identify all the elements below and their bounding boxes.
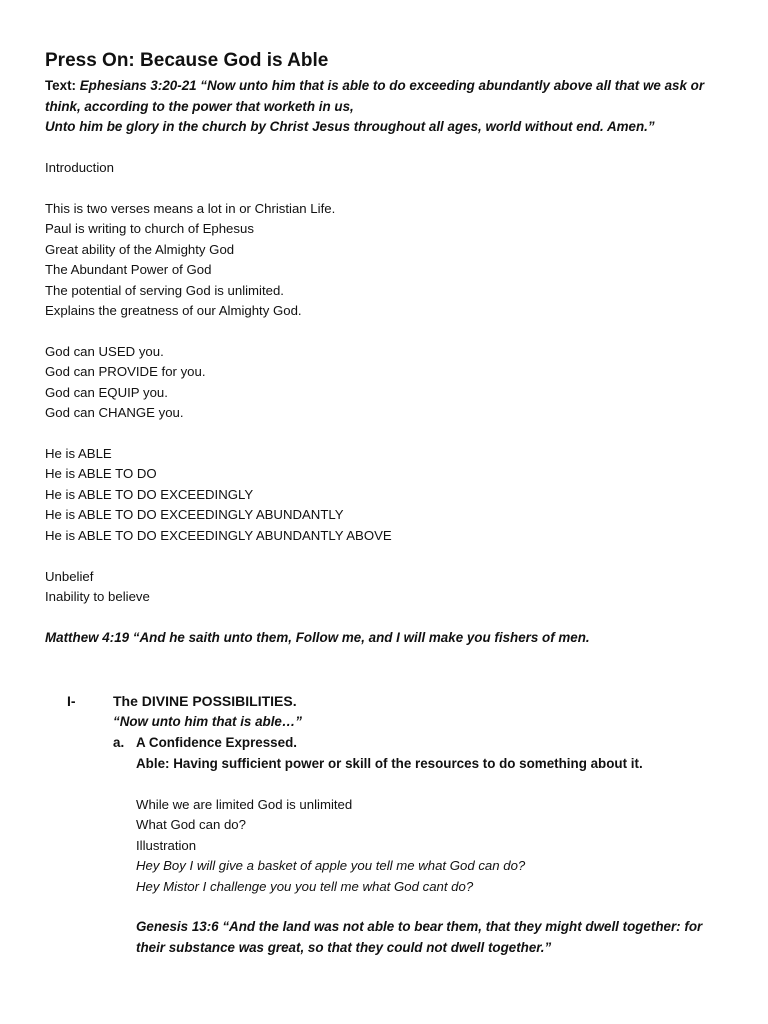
able-definition: Able: Having sufficient power or skill of the resources to do something about it. <box>136 756 643 771</box>
he-is-line: He is ABLE TO DO EXCEEDINGLY <box>45 487 254 502</box>
he-is-line: He is ABLE TO DO EXCEEDINGLY ABUNDANTLY <box>45 507 344 522</box>
god-can-line: God can EQUIP you. <box>45 385 168 400</box>
god-can-line: God can USED you. <box>45 344 164 359</box>
scripture-verse-continued: Unto him be glory in the church by Christ Jesus throughout all ages, world without end. Amen.” <box>45 119 655 134</box>
matthew-verse: Matthew 4:19 “And he saith unto them, Follow me, and I will make you fishers of men. <box>45 630 590 645</box>
document-title: Press On: Because God is Able <box>45 50 329 71</box>
scripture-text <box>45 76 725 138</box>
section-line: While we are limited God is unlimited <box>136 797 353 812</box>
he-is-line: He is ABLE TO DO <box>45 466 157 481</box>
introduction-heading: Introduction <box>45 160 114 175</box>
section-number: I- <box>67 693 76 709</box>
intro-line: Paul is writing to church of Ephesus <box>45 221 254 236</box>
section-quote: “Now unto him that is able…” <box>113 714 302 729</box>
intro-line: Explains the greatness of our Almighty God. <box>45 303 302 318</box>
section-heading: The DIVINE POSSIBILITIES. <box>113 693 297 709</box>
subsection-heading: A Confidence Expressed. <box>136 735 297 750</box>
he-is-line: He is ABLE <box>45 446 112 461</box>
intro-line: This is two verses means a lot in or Christian Life. <box>45 201 336 216</box>
he-is-line: He is ABLE TO DO EXCEEDINGLY ABUNDANTLY ABOVE <box>45 528 392 543</box>
genesis-verse: Genesis 13:6 “And the land was not able to bear them, that they might dwell together: for their substance was great, so that they could not dwell together.” <box>136 919 703 955</box>
intro-line: Great ability of the Almighty God <box>45 242 235 257</box>
illustration-line: Hey Boy I will give a basket of apple you tell me what God can do? <box>136 858 526 873</box>
intro-line: The Abundant Power of God <box>45 262 212 277</box>
section-line: What God can do? <box>136 817 246 832</box>
god-can-line: God can PROVIDE for you. <box>45 364 206 379</box>
god-can-line: God can CHANGE you. <box>45 405 184 420</box>
text-label: Text: <box>45 78 76 93</box>
section-line: Illustration <box>136 838 197 853</box>
intro-line: The potential of serving God is unlimited. <box>45 283 284 298</box>
subsection-label: a. <box>113 735 125 750</box>
scripture-verse: Ephesians 3:20-21 “Now unto him that is able to do exceeding abundantly above all that we ask or think, according to the power that worketh in us, <box>45 78 705 114</box>
unbelief-line: Inability to believe <box>45 589 150 604</box>
illustration-line: Hey Mistor I challenge you you tell me what God cant do? <box>136 879 474 894</box>
unbelief-line: Unbelief <box>45 569 94 584</box>
